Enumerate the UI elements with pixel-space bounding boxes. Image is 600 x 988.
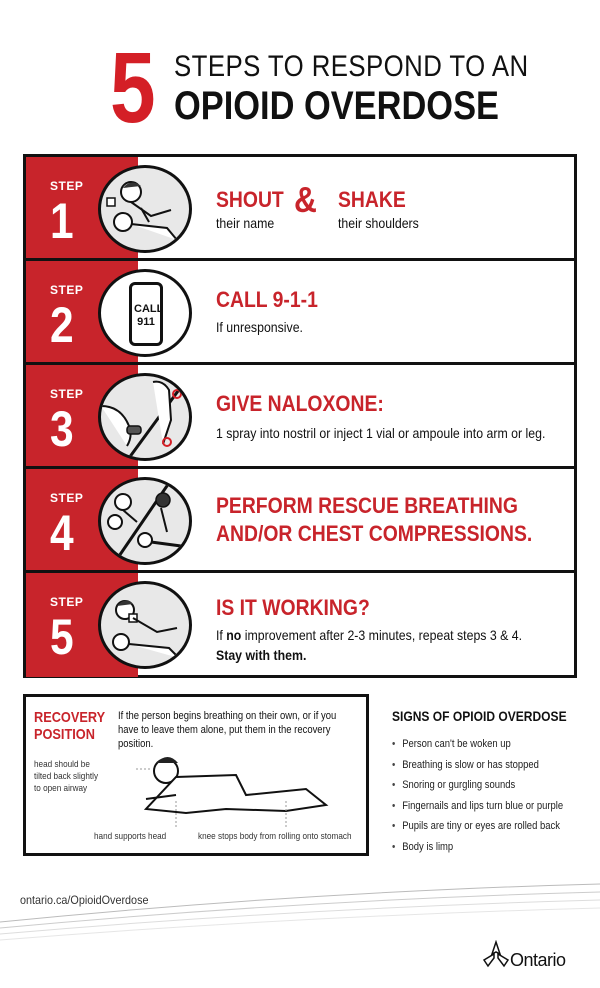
step-heading-shake: SHAKE: [338, 187, 406, 212]
step-4: [26, 469, 574, 573]
note-head-tilt: head should be tilted back slightly to open airway: [34, 759, 99, 794]
note-hand-supports-head: hand supports head: [94, 831, 167, 842]
step-heading: IS IT WORKING?: [216, 595, 370, 620]
signs-title: SIGNS OF OPIOID OVERDOSE: [392, 708, 567, 724]
person-shaking-icon: [98, 165, 192, 253]
trillium-icon: [482, 940, 510, 970]
step-heading-line-1: PERFORM RESCUE BREATHING: [216, 493, 518, 518]
step-label: STEP: [50, 491, 84, 505]
step-heading-line-2: AND/OR CHEST COMPRESSIONS.: [216, 521, 533, 546]
rescue-breathing-icon: [98, 477, 192, 565]
list-item: • Fingernails and lips turn blue or purple: [392, 796, 564, 817]
step-heading: GIVE NALOXONE:: [216, 391, 384, 416]
recovery-title: RECOVERY POSITION: [34, 709, 106, 743]
step-label: STEP: [50, 595, 84, 609]
step-2: [26, 261, 574, 365]
footer-swoosh-lines: [0, 882, 600, 942]
step-number: 2: [50, 297, 74, 353]
list-item: • Pupils are tiny or eyes are rolled back: [392, 816, 564, 837]
step-label: STEP: [50, 387, 84, 401]
phone-call-label: CALL: [134, 303, 164, 315]
note-knee: knee stops body from rolling onto stomach: [198, 831, 352, 842]
recovery-position-illustration: [136, 749, 356, 829]
step-body: 1 spray into nostril or inject 1 vial or ampoule into arm or leg.: [216, 425, 546, 441]
list-item: • Snoring or gurgling sounds: [392, 775, 564, 796]
step-label: STEP: [50, 179, 84, 193]
ontario-logo: [482, 940, 592, 974]
step-body: If unresponsive.: [216, 319, 303, 335]
step-label: STEP: [50, 283, 84, 297]
step-5: [26, 573, 574, 677]
step-heading-shout: SHOUT: [216, 187, 284, 212]
step-sub-their-name: their name: [216, 215, 275, 231]
list-item: • Breathing is slow or has stopped: [392, 755, 564, 776]
list-item: • Person can't be woken up: [392, 734, 564, 755]
step-3: [26, 365, 574, 469]
ampersand: &: [294, 179, 317, 220]
step-number: 3: [50, 401, 74, 457]
list-item: • Body is limp: [392, 837, 564, 858]
step-1: [26, 157, 574, 261]
footer-url[interactable]: ontario.ca/OpioidOverdose: [20, 893, 149, 907]
steps-panel: [23, 154, 577, 678]
naloxone-icon: [98, 373, 192, 461]
step-body-line-2: Stay with them.: [216, 647, 307, 663]
phone-911-label: 911: [137, 316, 155, 328]
recovery-position-box: [23, 694, 369, 856]
step-number: 5: [50, 609, 74, 665]
step-number: 4: [50, 505, 74, 561]
recovery-check-icon: [98, 581, 192, 669]
page-title: [110, 32, 529, 144]
step-body: If no improvement after 2-3 minutes, repeat steps 3 & 4.: [216, 627, 523, 643]
signs-of-overdose: [392, 708, 592, 857]
recovery-instructions: If the person begins breathing on their own, or if you have to leave them alone, put them in the recovery position.: [118, 710, 337, 750]
signs-list: [392, 734, 592, 857]
step-number: 1: [50, 193, 74, 249]
title-line-2: OPIOID OVERDOSE: [174, 84, 499, 128]
title-line-1: STEPS TO RESPOND TO AN: [174, 50, 529, 83]
step-heading: CALL 9-1-1: [216, 287, 318, 312]
step-sub-their-shoulders: their shoulders: [338, 215, 419, 231]
phone-icon: [98, 269, 192, 357]
ontario-wordmark: Ontario: [510, 950, 566, 970]
title-number: 5: [110, 32, 156, 144]
